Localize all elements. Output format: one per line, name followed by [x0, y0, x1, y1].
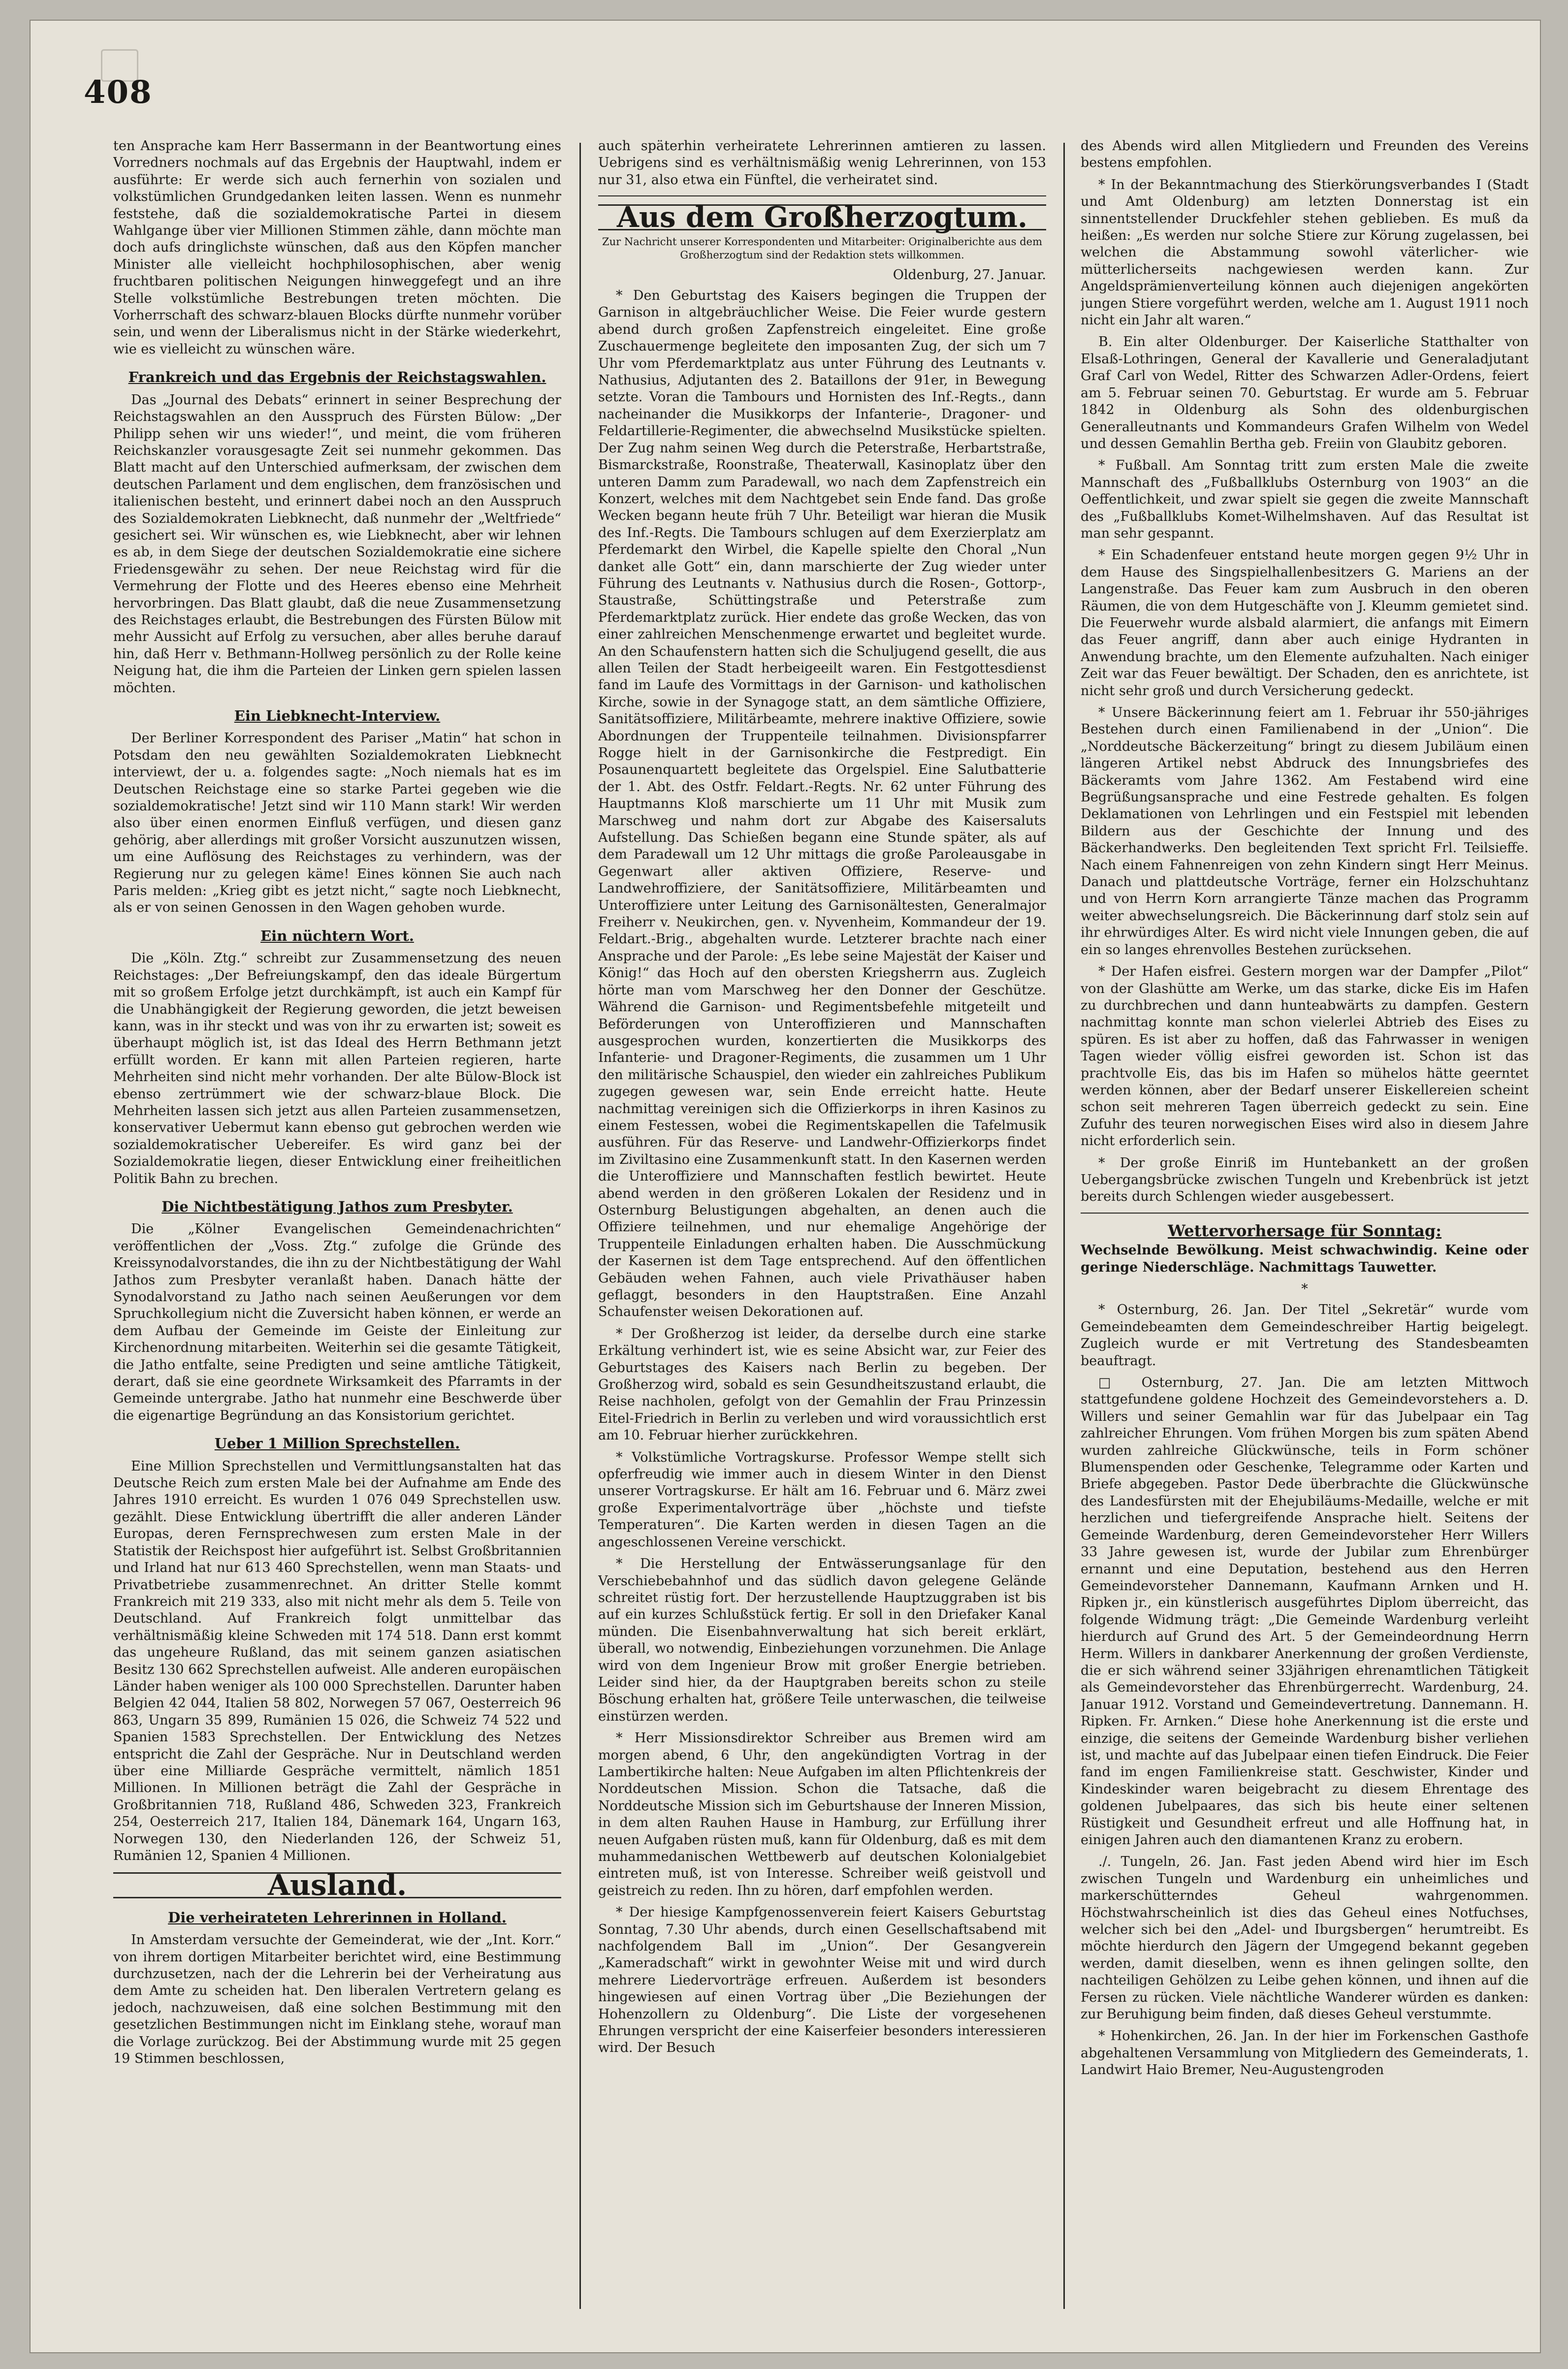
article-entwaesserung: * Die Herstellung der Entwässerungsanlage für den Verschiebebahnhof und das südlich davon gelegene Gelände schreitet rüstig fort. Der herzustellende Hauptzuggraben ist bis auf ein kurzes Schlußstück fertig. Er soll in den Driefaker Kanal münden. Die Eisenbahnverwaltung hat sich bereit erklärt, überall, wo notwendig, Einbeziehungen vorzunehmen. Die Anlage wird von dem Ingenieur Brow mit großer Energie betrieben. Leider sind hier, da der Hauptgraben bereits schon zu steile Böschung erhalten hat, größere Teile unterwaschen, die teilweise einstürzen werden. [598, 1556, 1046, 1724]
headline-lehrerinnen: Die verheirateten Lehrerinnen in Holland. [168, 1909, 507, 1926]
page-number: 408 [84, 74, 153, 111]
section-star: * [1301, 1281, 1308, 1297]
article-schadenfeuer: * Ein Schadenfeuer entstand heute morgen gegen 9½ Uhr in dem Hause des Singspielhallenbesitzers G. Mariens an der Langenstraße. Das Feuer kam zum Ausbruch in den oberen Räumen, die von dem Hutgeschäfte von J. Kleumm gemietet sind. Die Feuerwehr wurde alsbald alarmiert, die anfangs mit Eimern das Feuer angriff, dann aber auch einige Hydranten in Anwendung brachte, um den Elemente aufzuhalten. Nach einiger Zeit war das Feuer bewältigt. Der Schaden, den es anrichtete, ist nicht sehr groß und durch Versicherung gedeckt. [1081, 547, 1529, 699]
headline-liebknecht: Ein Liebknecht-Interview. [234, 707, 441, 724]
article-osternburg-2: □ Osternburg, 27. Jan. Die am letzten Mittwoch stattgefundene goldene Hochzeit des Gemeindevorstehers a. D. Willers und seiner Gemahlin war für das Jubelpaar ein Tag zahlreicher Ehrungen. Vom frühen Morgen bis zum späten Abend wurden zahlreiche Glückwünsche, teils in Form schöner Blumenspenden oder Geschenke, Telegramme oder Karten und Briefe abgegeben. Pastor Dede überbrachte die Glückwünsche des Landesfürsten mit der Ehejubiläums-Medaille, welche er mit herzlichen und tiefergreifende Ansprache hielt. Seitens der Gemeinde Wardenburg, deren Gemeindevorsteher Herr Willers 33 Jahre gewesen ist, wurde der Jubilar zum Ehrenbürger ernannt und eine Deputation, bestehend aus den Herren Gemeindevorsteher Dannemann, Kaufmann Arnken und H. Ripken jr., ein künstlerisch ausgeführtes Diplom überreicht, das folgende Widmung trägt: „Die Gemeinde Wardenburg verleiht hierdurch auf Grund des Art. 5 der Gemeindeordnung Herrn Herm. Willers in dankbarer Anerkennung der großen Verdienste, die er sich während seiner 33jährigen ehrenamtlichen Tätigkeit als Gemeindevorsteher das Ehrenbürgerrecht. Wardenburg, 24. Januar 1912. Vorstand und Gemeindevertretung. Dannemann. H. Ripken. Fr. Arnken.“ Diese hohe Anerkennung ist die erste und einzige, die seitens der Gemeinde Wardenburg bisher verliehen ist, und machte auf das Jubelpaar einen tiefen Eindruck. Die Feier fand im engen Familienkreise statt. Geschwister, Kinder und Kindeskinder waren beigebracht zu diesem Ehrentage des goldenen Jubelpaares, das sich bis heute einer seltenen Rüstigkeit und Gesundheit erfreut und alle Hoffnung hat, in einigen Jahren auch den diamantenen Kranz zu erobern. [1081, 1375, 1529, 1848]
article-liebknecht: Der Berliner Korrespondent des Pariser „Matin“ hat schon in Potsdam den neu gewählten Sozialdemokraten Liebknecht interviewt, der u. a. folgendes sagte: „Noch niemals hat es im Deutschen Reichstage eine so starke Partei gegeben wie die sozialdemokratische! Jetzt sind wir 110 Mann stark! Wir werden also über einen enormen Einfluß verfügen, und diesen ganz gehörig, aber allerdings mit großer Vorsicht auszunutzen wissen, um eine Auflösung des Reichstages zu verhindern, was der Regierung nur zu gelegen käme! Eines können Sie auch nach Paris melden: „Krieg gibt es jetzt nicht,“ sagte noch Liebknecht, als er von seinen Genossen in den Wagen gehoben wurde. [113, 731, 561, 916]
article-nuechtern: Die „Köln. Ztg.“ schreibt zur Zusammensetzung des neuen Reichstages: „Der Befreiungskampf, den das ideale Bürgertum mit so großem Erfolge jetzt durchkämpft, ist auch ein Kampf für die Unabhängigkeit der Regierung geworden, die jetzt beweisen kann, was in ihr steckt und was von ihr zu erwarten ist; soweit es überhaupt möglich ist, ist das Ideal des Herrn Bethmann jetzt erfüllt worden. Er kann mit allen Parteien regieren, harte Mehrheiten sind nicht mehr vorhanden. Der alte Bülow-Block ist ebenso zertrümmert wie der schwarz-blaue Block. Die Mehrheiten lassen sich jetzt aus allen Parteien zusammensetzen, konservativer Uebermut kann ebenso gut gebrochen werden wie sozialdemokratischer Uebereifer. Es wird ganz bei der Sozialdemokratie liegen, dieser Entwicklung einer freiheitlichen Politik Bahn zu brechen. [113, 951, 561, 1186]
headline-frankreich: Frankreich und das Ergebnis der Reichstagswahlen. [128, 369, 546, 386]
column-rule [579, 143, 581, 2309]
article-lehrerinnen: In Amsterdam versuchte der Gemeinderat, wie der „Int. Korr.“ von ihrem dortigen Mitarbeiter berichtet wird, eine Bestimmung durchzusetzen, nach der die Lehrerin bei der Verheiratung aus dem Amte zu scheiden hat. Den liberalen Vertretern gelang es jedoch, nachzuweisen, daß eine solchen Bestimmung mit den gesetzlichen Bestimmungen nicht im Einklang stehe, worauf man die Vorlage zurückzog. Bei der Abstimmung wurde mit 25 gegen 19 Stimmen beschlossen, [113, 1932, 561, 2067]
article-grossherzog: * Der Großherzog ist leider, da derselbe durch eine starke Erkältung verhindert ist, wie es seine Absicht war, zur Feier des Geburtstages des Kaisers nach Berlin zu begeben. Der Großherzog wird, sobald es sein Gesundheitszustand erlaubt, die Reise nachholen, gefolgt von der Gemahlin der Frau Prinzessin Eitel-Friedrich in Berlin zu verleben und wird voraussichtlich erst am 10. Februar hierher zurückkehren. [598, 1326, 1046, 1443]
section-heading-grossherzogtum: Aus dem Großherzogtum. [598, 204, 1046, 230]
column-3 [1081, 138, 1529, 2314]
article-continuation: auch späterhin verheiratete Lehrerinnen amtieren zu lassen. Uebrigens sind es verhältnismäßig wenig Lehrerinnen, von 153 nur 31, also etwa ein Fünftel, die verheiratet sind. [598, 138, 1046, 188]
article-frankreich: Das „Journal des Debats“ erinnert in seiner Besprechung der Reichstagswahlen an den Ausspruch des Fürsten Bülow: „Der Philipp sehen wir uns wieder!“, und meint, die vom früheren Reichskanzler vorausgesagte Zeit sei nunmehr gekommen. Das Blatt macht auf den Unterschied aufmerksam, der zwischen dem deutschen Parlament und dem englischen, dem französischen und italienischen besteht, und erinnert dabei noch an den Ausspruch des Sozialdemokraten Liebknecht, daß nunmehr der „Weltfriede“ gesichert sei. Wir wünschen es, wie Liebknecht, aber wir lehnen es ab, in dem Siege der deutschen Sozialdemokratie eine sichere Friedensgewähr zu sehen. Der neue Reichstag wird für die Vermehrung der Flotte und des Heeres ebenso eine Mehrheit hervorbringen. Das Blatt glaubt, daß die neue Zusammensetzung des Reichstages erlaubt, die Bestrebungen des Fürsten Bülow mit mehr Aussicht auf Erfolg zu versuchen, aber alles beruhe darauf hin, daß Herr v. Bethmann-Hollweg persönlich zu der Rolle keine Neigung hat, die ihm die Parteien der Linken gern spielen lassen möchten. [113, 392, 561, 696]
column-2 [598, 138, 1046, 2314]
article-vortragskurse: * Volkstümliche Vortragskurse. Professor Wempe stellt sich opferfreudig wie immer auch in diesem Winter in den Dienst unserer Vortragskurse. Er hält am 16. Februar und 6. März zwei große Experimentalvorträge über „höchste und tiefste Temperaturen“. Die Karten werden in diesen Tagen an die angeschlossenen Vereine verschickt. [598, 1449, 1046, 1550]
weather-forecast-text: Wechselnde Bewölkung. Meist schwachwindig. Keine oder geringe Niederschläge. Nachmittags Tauwetter. [1081, 1243, 1529, 1275]
section-heading-ausland: Ausland. [113, 1872, 561, 1898]
article-baeckerinnung: * Unsere Bäckerinnung feiert am 1. Februar ihr 550-jähriges Bestehen durch einen Familienabend in der „Union“. Die „Norddeutsche Bäckerzeitung“ bringt zu diesem Jubiläum einen längeren Artikel nebst Abdruck des Innungsbriefes des Bäckeramts vom Jahre 1362. Am Festabend wird eine Begrüßungsansprache und eine Festrede gehalten. Es folgen Deklamationen von Lehrlingen und ein Festspiel mit lebenden Bildern aus der Geschichte der Innung und des Bäckerhandwerks. Den begleitenden Text spricht Frl. Teilsieffe. Nach einem Fahnenreigen von zehn Kindern singt Herr Meinus. Danach und plattdeutsche Vorträge, ferner ein Holzschuhtanz und von Herrn Korn arrangierte Tänze machen das Programm weiter abwechselungsreich. Die Bäckerinnung darf stolz sein auf ihr ehrwürdiges Alter. Es wird nicht viele Innungen geben, die auf ein so langes ehrenvolles Bestehen zurücksehen. [1081, 705, 1529, 958]
article-fussball: * Fußball. Am Sonntag tritt zum ersten Male die zweite Mannschaft des „Fußballklubs Osternburg von 1903“ an die Oeffentlichkeit, und zwar spielt sie gegen die zweite Mannschaft des „Fußballklubs Komet-Wilhelmshaven. Auf das Resultat ist man sehr gespannt. [1081, 458, 1529, 541]
article-continuation: ten Ansprache kam Herr Bassermann in der Beantwortung eines Vorredners nochmals auf das Ergebnis der Hauptwahl, indem er ausführte: Er werde sich auch fernerhin von sozialen und volkstümlichen Grundgedanken leiten lassen. Wenn es nunmehr feststehe, daß die sozialdemokratische Partei in diesem Wahlgange über vier Millionen Stimmen zähle, dann möchte man doch aufs dringlichste wünschen, daß aus den Köpfen mancher Minister alle vielleicht hochphilosophischen, aber wenig fruchtbaren politischen Neigungen hinweggefegt und an ihre Stelle volkstümliche Bestrebungen treten möchten. Die Vorherrschaft des schwarz-blauen Blocks dürfte nunmehr vorüber sein, und wenn der Liberalismus nicht in der Stärke wiederkehrt, wie es vielleicht zu wünschen wäre. [113, 138, 561, 357]
article-einriss: * Der große Einriß im Huntebankett an der großen Uebergangsbrücke zwischen Tungeln und Krebenbrück ist jetzt bereits durch Schlengen wieder ausgebessert. [1081, 1155, 1529, 1205]
article-jatho: Die „Kölner Evangelischen Gemeindenachrichten“ veröffentlichen der „Voss. Ztg.“ zufolge die Gründe des Kreissynodalvorstandes, die ihn zu der Nichtbestätigung der Wahl Jathos zum Presbyter veranlaßt haben. Danach hätte der Synodalvorstand zu Jatho nach seinen Aeußerungen vor dem Spruchkollegium nicht die Zuversicht haben können, er werde an dem Aufbau der Gemeinde im Geiste der Einleitung zur Kirchenordnung mitarbeiten. Weiterhin sei die gesamte Tätigkeit, die Jatho entfalte, seine Predigten und seine amtliche Tätigkeit, derart, daß sie eine geordnete Wirksamkeit des Pfarramts in der Gemeinde untergrabe. Jatho hat nunmehr eine Beschwerde über die eigenartige Begründung an das Konsistorium gerichtet. [113, 1221, 561, 1423]
column-1 [113, 138, 561, 2314]
editor-note: Zur Nachricht unserer Korrespondenten und Mitarbeiter: Originalberichte aus dem Großherzogtum sind der Redaktion stets willkommen. [602, 235, 1042, 261]
headline-sprechstellen: Ueber 1 Million Sprechstellen. [214, 1435, 460, 1452]
article-kampfgenossen: * Der hiesige Kampfgenossenverein feiert Kaisers Geburtstag Sonntag, 7.30 Uhr abends, durch einen Gesellschaftsabend mit nachfolgendem Ball im „Union“. Der Gesangverein „Kameradschaft“ wirkt in gewohnter Weise mit und wird durch mehrere Liedervorträge erfreuen. Außerdem ist besonders hingewiesen auf einen Vortrag über „Die Beziehungen der Hohenzollern zu Oldenburg“. Die Liste der vorgesehenen Ehrungen verspricht der eine Kaiserfeier besonders interessieren wird. Der Besuch [598, 1905, 1046, 2056]
article-osternburg-1: * Osternburg, 26. Jan. Der Titel „Sekretär“ wurde vom Gemeindebeamten dem Gemeindeschreiber Hartig beigelegt. Zugleich wurde er mit Vertretung des Standesbeamten beauftragt. [1081, 1302, 1529, 1369]
headline-nuechtern: Ein nüchtern Wort. [260, 927, 414, 944]
headline-jatho: Die Nichtbestätigung Jathos zum Presbyter. [161, 1198, 513, 1215]
article-geburtstag: * Den Geburtstag des Kaisers begingen die Truppen der Garnison in altgebräuchlicher Weise. Die Feier wurde gestern abend durch großen Zapfenstreich eingeleitet. Eine große Zuschauermenge begleitete den imposanten Zug, der sich um 7 Uhr vom Pferdemarktplatz aus unter Führung des Leutnants v. Nathusius, Adjutanten des 2. Bataillons der 91er, in Bewegung setzte. Voran die Tambours und Hornisten des Inf.-Regts., dann nacheinander die Musikkorps der Infanterie-, Dragoner- und Feldartillerie-Regimenter, die abwechselnd Musikstücke spielten. Der Zug nahm seinen Weg durch die Peterstraße, Herbartstraße, Bismarckstraße, Roonstraße, Theaterwall, Kasinoplatz über den unteren Damm zum Paradewall, wo nach dem Zapfenstreich ein Konzert, welches mit dem Nachtgebet sein Ende fand. Das große Wecken begann heute früh 7 Uhr. Beteiligt war hieran die Musik des Inf.-Regts. Die Tambours schlugen auf dem Exerzierplatz am Pferdemarkt den Wirbel, die Kapelle spielte den Choral „Nun danket alle Gott“ ein, dann marschierte der Zug wieder unter Führung des Leutnants v. Nathusius durch die Rosen-, Gottorp-, Staustraße, Schüttingstraße und Peterstraße zum Pferdemarktplatz zurück. Hier endete das große Wecken, das von einer zahlreichen Menschenmenge erwartet und begleitet wurde. An den Schaufenstern hatten sich die Schuljugend gesellt, die aus allen Teilen der Stadt herbeigeeilt waren. Ein Festgottesdienst fand im Laufe des Vormittags in der Garnison- und katholischen Kirche, sowie in der Synagoge statt, an dem sämtliche Offiziere, Sanitätsoffiziere, Militärbeamte, mehrere inaktive Offiziere, sowie Abordnungen der Truppenteile teilnahmen. Divisionspfarrer Rogge hielt in der Garnisonkirche die Festpredigt. Ein Posaunenquartett begleitete das Orgelspiel. Eine Salutbatterie der 1. Abt. des Ostfr. Feldart.-Regts. Nr. 62 unter Führung des Hauptmanns Kloß marschierte um 11 Uhr mit Musik zum Marschweg und nahm dort zur Abgabe des Kaisersaluts Aufstellung. Das Schießen begann eine Stunde später, als auf dem Paradewall um 12 Uhr mittags die große Paroleausgabe in Gegenwart aller aktiven Offiziere, Reserve- und Landwehroffiziere, der Sanitätsoffiziere, Militärbeamten und Unteroffiziere unter Leitung des Garnisonältesten, Generalmajor Freiherr v. Neukirchen, gen. v. Nyvenheim, Kommandeur der 19. Feldart.-Brig., abgehalten wurde. Letzterer brachte nach einer Ansprache und der Parole: „Es lebe seine Majestät der Kaiser und König!“ das Hoch auf den obersten Kriegsherrn aus. Zugleich hörte man vom Marschweg her den Donner der Geschütze. Während die Garnison- und Regimentsbefehle mitgeteilt und Beförderungen von Unteroffizieren und Mannschaften ausgesprochen wurden, konzertierten die Musikkorps des Infanterie- und Dragoner-Regiments, die zusammen um 1 Uhr den militärische Schauspiel, den wieder ein zahlreiches Publikum zugegen gewesen war, sein Ende erreicht hatte. Heute nachmittag vereinigen sich die Offizierkorps in ihren Kasinos zu einem Festessen, wobei die Regimentskapellen die Tafelmusik ausführen. Für das Reserve- und Landwehr-Offizierkorps findet im Ziviltasino eine Zusammenkunft statt. In den Kasernen werden die Unteroffiziere und Mannschaften festlich bewirtet. Heute abend werden in den größeren Lokalen der Residenz und in Osternburg Belustigungen abgehalten, an denen auch die Offiziere teilnehmen, und nur ehemalige Angehörige der Truppenteile Einladungen erhalten haben. Die Ausschmückung der Kasernen ist dem Tage entsprechend. Auf den öffentlichen Gebäuden wehen Fahnen, auch viele Privathäuser haben geflaggt, besonders in den Hauptstraßen. Eine Anzahl Schaufenster weisen Dekorationen auf. [598, 288, 1046, 1320]
dateline: Oldenburg, 27. Januar. [893, 267, 1046, 283]
article-oldenburger: B. Ein alter Oldenburger. Der Kaiserliche Statthalter von Elsaß-Lothringen, General der Kavallerie und Generaladjutant Graf Carl von Wedel, Ritter des Schwarzen Adler-Ordens, feiert am 5. Februar seinen 70. Geburtstag. Er wurde am 5. Februar 1842 in Oldenburg als Sohn des oldenburgischen Generalleutnants und Kommandeurs Grafen Wilhelm von Wedel und dessen Gemahlin Bertha geb. Freiin von Glaubitz geboren. [1081, 334, 1529, 451]
article-tungeln: ./. Tungeln, 26. Jan. Fast jeden Abend wird hier im Esch zwischen Tungeln und Wardenburg ein unheimliches und markerschütterndes Geheul wahrgenommen. Höchstwahrscheinlich ist dies das Geheul eines Notfuchses, welcher sich bei den „Adel- und Iburgsbergen“ herumtreibt. Es möchte hierdurch den Jägern der Umgegend bekannt gegeben werden, damit dieselben, wenn es ihnen gelingen sollte, den nachteiligen Gehölzen zu Leibe gehen können, und ihnen auf die Fersen zu rücken. Viele nächtliche Wanderer würden es danken: zur Beruhigung beim finden, daß dieses Geheul verstummte. [1081, 1854, 1529, 2022]
article-continuation: des Abends wird allen Mitgliedern und Freunden des Vereins bestens empfohlen. [1081, 138, 1529, 171]
article-hafen: * Der Hafen eisfrei. Gestern morgen war der Dampfer „Pilot“ von der Glashütte am Werke, um das starke, dicke Eis im Hafen zu durchbrechen und dann hunteabwärts zu dampfen. Gestern nachmittag konnte man schon vielerlei Abtrieb des Eises zu spüren. Es ist aber zu hoffen, daß das Fahrwasser in wenigen Tagen wieder völlig eisfrei geworden ist. Schon ist das prachtvolle Eis, das bis im Hafen so mühelos hätte geerntet werden können, aber der Bedarf unserer Eiskellereien scheint schon seit mehreren Tagen überreich gedeckt zu sein. Eine Zufuhr des teuren norwegischen Eises wird also in diesem Jahre nicht erforderlich sein. [1081, 964, 1529, 1149]
column-rule [1063, 143, 1065, 2309]
divider [1081, 1213, 1529, 1214]
weather-forecast-title: Wettervorhersage für Sonntag: [1167, 1221, 1442, 1240]
article-hohenkirchen: * Hohenkirchen, 26. Jan. In der hier im Forkenschen Gasthofe abgehaltenen Versammlung von Mitgliedern des Gemeinderats, 1. Landwirt Haio Bremer, Neu-Augustengroden [1081, 2028, 1529, 2078]
article-stierkoerung: * In der Bekanntmachung des Stierkörungsverbandes I (Stadt und Amt Oldenburg) am letzten Donnerstag ist ein sinnentstellender Druckfehler stehen geblieben. Es muß da heißen: „Es werden nur solche Stiere zur Körung zugelassen, bei welchen die Abstammung sowohl väterlicher- wie mütterlicherseits nachgewiesen werden kann. Zur Angeldsprämienverteilung können auch diejenigen angekörten jungen Stiere vorgeführt werden, welche am 1. August 1911 noch nicht ein Jahr alt waren.“ [1081, 177, 1529, 328]
article-sprechstellen: Eine Million Sprechstellen und Vermittlungsanstalten hat das Deutsche Reich zum ersten Male bei der Aufnahme am Ende des Jahres 1910 erreicht. Es wurden 1 076 049 Sprechstellen usw. gezählt. Diese Entwicklung übertrifft die aller anderen Länder Europas, deren Fernsprechwesen zum ersten Male in der Statistik der Reichspost hier aufgeführt ist. Selbst Großbritannien und Irland hat nur 613 460 Sprechstellen, wenn man Staats- und Privatbetriebe zusammenrechnet. An dritter Stelle kommt Frankreich mit 219 333, also mit nicht mehr als dem 5. Teile von Deutschland. Auf Frankreich folgt unmittelbar das verhältnismäßig kleine Schweden mit 174 518. Dann erst kommt das ungeheure Rußland, das mit seinem ganzen asiatischen Besitz 130 662 Sprechstellen aufweist. Alle anderen europäischen Länder haben weniger als 100 000 Sprechstellen. Darunter haben Belgien 42 044, Italien 58 802, Norwegen 57 067, Oesterreich 96 863, Ungarn 35 899, Rumänien 15 026, die Schweiz 74 522 und Spanien 1583 Sprechstellen. Der Entwicklung des Netzes entspricht die Zahl der Gespräche. Nur in Deutschland werden über eine Milliarde Gespräche vermittelt, nämlich 1851 Millionen. In Millionen beträgt die Zahl der Gespräche in Großbritannien 718, Rußland 486, Schweden 323, Frankreich 254, Oesterreich 217, Italien 184, Dänemark 164, Ungarn 163, Norwegen 130, den Niederlanden 126, der Schweiz 51, Rumänien 12, Spanien 4 Millionen. [113, 1458, 561, 1863]
newspaper-page [30, 20, 1541, 2353]
article-missionsdirektor: * Herr Missionsdirektor Schreiber aus Bremen wird am morgen abend, 6 Uhr, den angekündigten Vortrag in der Lambertikirche halten: Neue Aufgaben im alten Pflichtenkreis der Norddeutschen Mission. Schon die Tatsache, daß die Norddeutsche Mission sich im Geburtshause der Inneren Mission, in dem alten Rauhen Hause in Hamburg, zur Erfüllung ihrer neuen Aufgaben rüsten muß, kann für Oldenburg, daß es mit dem muhammedanischen Wettbewerb auf deutschen Kolonialgebiet eintreten muß, ist von Interesse. Schreiber weiß geistvoll und geistreich zu reden. Ihn zu hören, darf empfohlen werden. [598, 1730, 1046, 1898]
divider [598, 195, 1046, 196]
